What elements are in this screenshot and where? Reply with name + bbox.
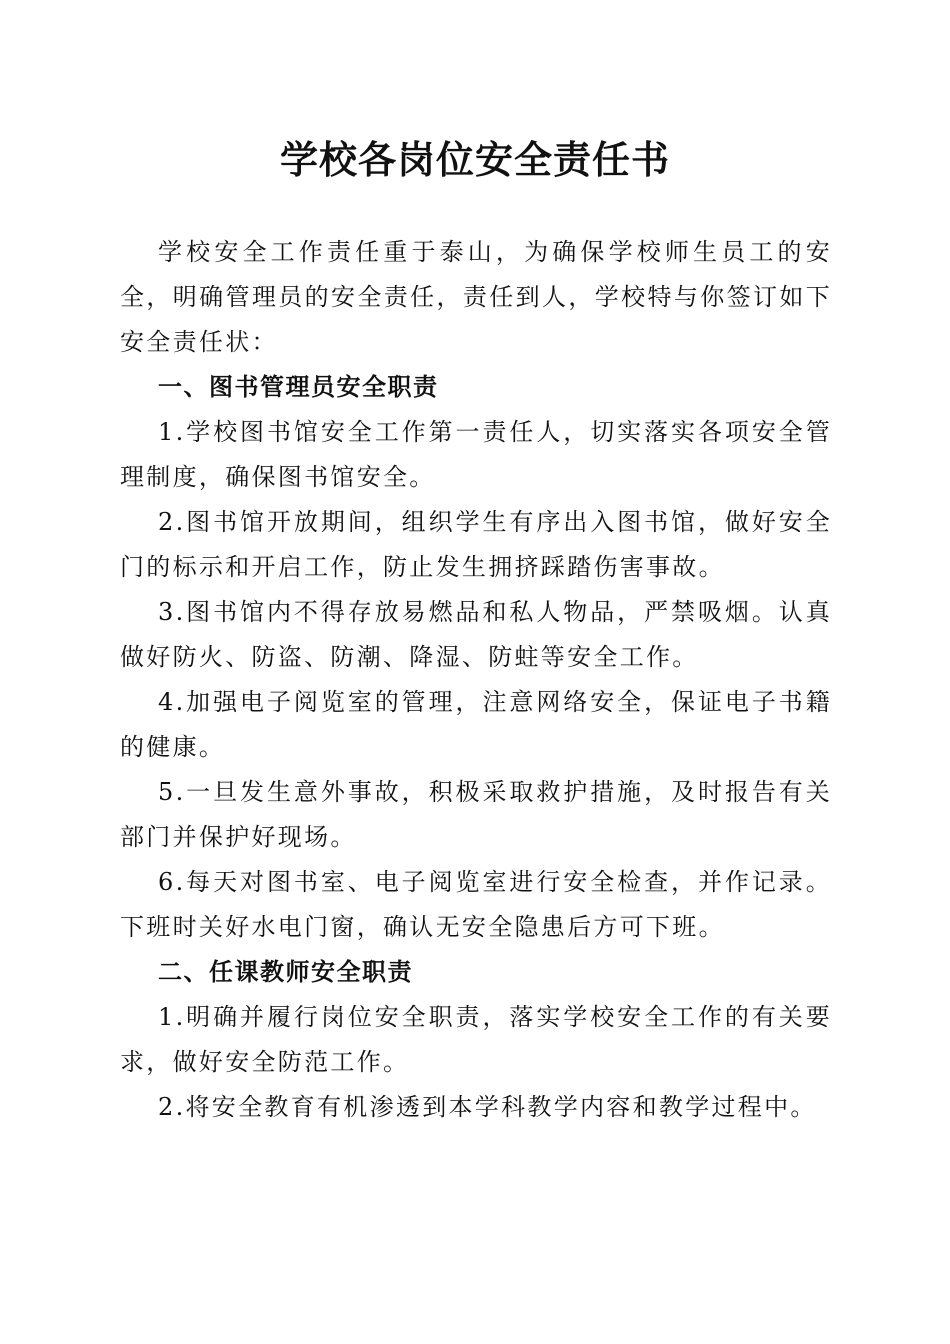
intro-paragraph: 学校安全工作责任重于泰山，为确保学校师生员工的安全，明确管理员的安全责任，责任到人，学校特与你签订如下安全责任状： <box>120 238 832 356</box>
librarian-duty-item: 4.加强电子阅览室的管理，注意网络安全，保证电子书籍的健康。 <box>120 688 832 761</box>
librarian-duty-item: 2.图书馆开放期间，组织学生有序出入图书馆，做好安全门的标示和开启工作，防止发生拥挤踩踏伤害事故。 <box>120 508 832 581</box>
librarian-duty-item: 1.学校图书馆安全工作第一责任人，切实落实各项安全管理制度，确保图书馆安全。 <box>120 418 832 491</box>
section-heading-librarian: 一、图书管理员安全职责 <box>158 373 439 401</box>
document-title: 学校各岗位安全责任书 <box>279 137 670 182</box>
librarian-duty-item: 3.图书馆内不得存放易燃品和私人物品，严禁吸烟。认真做好防火、防盗、防潮、降湿、防蛀等安全工作。 <box>120 598 832 671</box>
librarian-duty-item: 6.每天对图书室、电子阅览室进行安全检查，并作记录。下班时关好水电门窗，确认无安全隐患后方可下班。 <box>120 868 832 941</box>
teacher-duty-item: 1.明确并履行岗位安全职责，落实学校安全工作的有关要求，做好安全防范工作。 <box>120 1003 832 1076</box>
document-body <box>120 230 832 1130</box>
section-heading-teacher: 二、任课教师安全职责 <box>158 958 413 986</box>
librarian-duty-item: 5.一旦发生意外事故，积极采取救护措施，及时报告有关部门并保护好现场。 <box>120 778 832 851</box>
teacher-duty-item: 2.将安全教育有机渗透到本学科教学内容和教学过程中。 <box>158 1093 817 1121</box>
